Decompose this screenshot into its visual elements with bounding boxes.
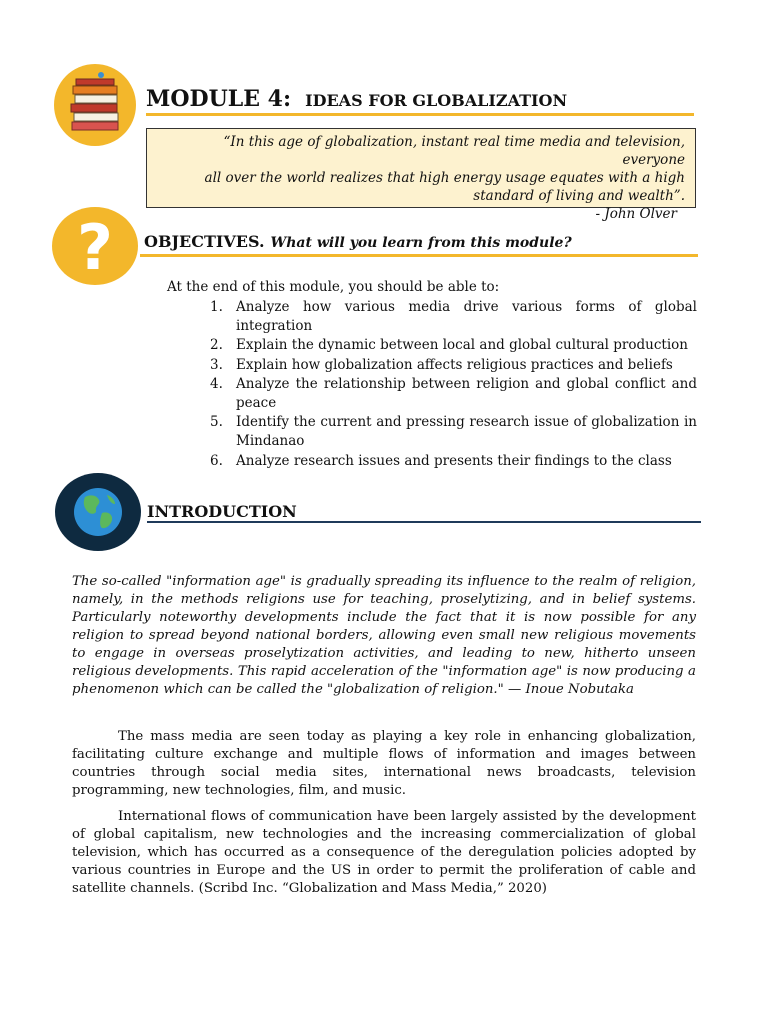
list-item (210, 375, 697, 413)
item-text: Analyze how various media drive various forms of global integration (236, 299, 697, 335)
item-text: Explain the dynamic between local and global cultural production (236, 337, 688, 354)
objectives-heading (144, 232, 572, 251)
list-item (210, 452, 697, 471)
item-number: 4. (210, 375, 223, 392)
books-icon (54, 64, 136, 146)
introduction-heading: INTRODUCTION (147, 502, 297, 521)
objectives-title: OBJECTIVES. (144, 232, 265, 251)
list-item (210, 356, 697, 375)
body-paragraph (72, 808, 696, 898)
item-number: 5. (210, 414, 223, 431)
module-subtitle: IDEAS FOR GLOBALIZATION (305, 91, 568, 110)
item-number: 2. (210, 337, 223, 354)
list-item (210, 336, 697, 355)
objectives-rule (140, 254, 698, 257)
item-number: 3. (210, 356, 223, 373)
item-number: 1. (210, 299, 223, 315)
module-title (146, 86, 567, 112)
svg-text:?: ? (77, 211, 113, 284)
question-mark-icon (52, 207, 138, 285)
globe-icon (55, 473, 141, 551)
item-number: 6. (210, 452, 223, 469)
item-text: Identify the current and pressing research issue of globalization in Mindanao (236, 414, 697, 450)
module-label: MODULE 4: (146, 86, 292, 112)
item-text: Analyze research issues and presents their findings to the class (236, 452, 672, 469)
epigraph-quote-box (146, 128, 696, 222)
introduction-quote: The so-called "information age" is gradually spreading its influence to the realm of religion, namely, in the methods religions use for teaching, proselytizing, and in belief systems. Particularly noteworthy developments include the fact that it is now possible for any religion to spread beyond national borders, allowing even small new religious movements to engage in overseas proselytization activities, and leading to new, hitherto unseen religious developments. This rapid acceleration of the "information age" is now producing a phenomenon which can be called the "globalization of religion." — Inoue Nobutaka (72, 574, 696, 697)
objectives-subtitle: What will you learn from this module? (270, 235, 572, 251)
item-text: Analyze the relationship between religion and global conflict and peace (236, 375, 697, 412)
item-text: Explain how globalization affects religious practices and beliefs (236, 356, 673, 373)
objectives-list (210, 298, 697, 471)
introduction-rule (147, 521, 701, 523)
quote-attribution: - John Olver (595, 206, 677, 222)
module-title-rule (146, 113, 694, 116)
quote-line: “In this age of globalization, instant real time media and television, everyone (223, 134, 685, 168)
quote-line: all over the world realizes that high energy usage equates with a high (204, 170, 685, 186)
paragraph-text: International flows of communication have been largely assisted by the development of global capitalism, new technologies and the increasing commercialization of global television, which has occurred as a consequence of the deregulation policies adopted by various countries in Europe and the US in order to permit the proliferation of cable and satellite channels. (Scribd Inc. “Globalization and Mass Media,” 2020) (72, 809, 696, 896)
body-paragraph (72, 728, 696, 800)
paragraph-text: The mass media are seen today as playing a key role in enhancing globalization, facilitating culture exchange and multiple flows of information and images between countries through social media sites, international news broadcasts, television programming, new technologies, film, and music. (72, 729, 696, 798)
list-item (210, 298, 697, 336)
objectives-lead: At the end of this module, you should be able to: (167, 279, 500, 295)
quote-line: standard of living and wealth”. (473, 188, 685, 204)
list-item (210, 413, 697, 451)
